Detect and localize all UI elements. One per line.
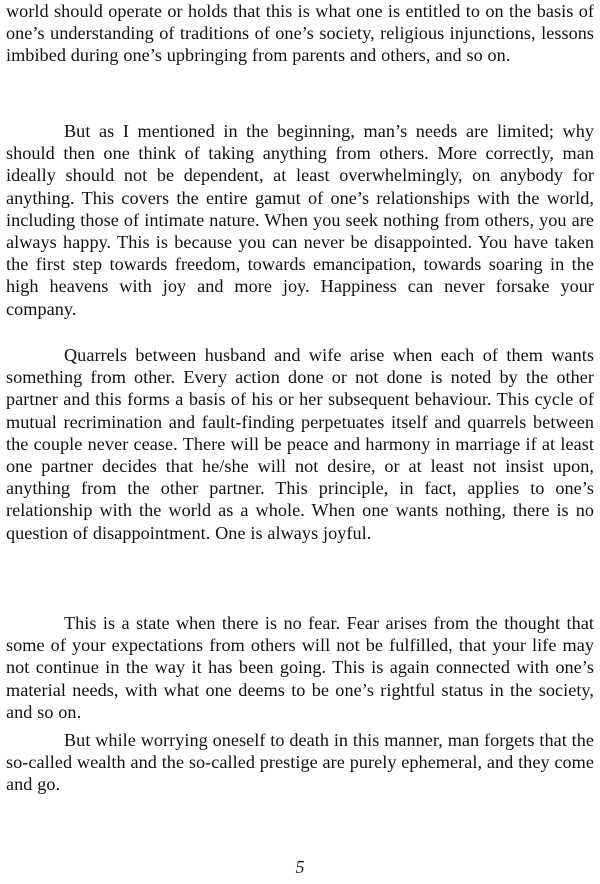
paragraph-no-fear: This is a state when there is no fear. Fear arises from the thought that some of your expectations from others will not be fulfilled, that your life may not continue in the way it has been going. This is again connected with one’s material needs, with what one deems to be one’s rightful status in the society, and so on.	[6, 613, 594, 722]
paragraph-needs-limited: But as I mentioned in the beginning, man’s needs are limited; why should then one think of taking anything from others. More correctly, man ideally should not be dependent, at least overwhelmingly, on anybody for anything. This covers the entire gamut of one’s relationships with the world, including those of intimate nature. When you seek nothing from others, you are always happy. This is because you can never be disappointed. You have taken the first step towards freedom, towards emancipation, towards soaring in the high heavens with joy and more joy. Happiness can never forsake your company.	[6, 121, 594, 319]
paragraph-quarrels: Quarrels between husband and wife arise when each of them wants something from other. Every action done or not done is noted by the other partner and this forms a basis of his or her subsequent behaviour. This cycle of mutual recrimination and fault-finding perpetuates itself and quarrels between the couple never cease. There will be peace and harmony in marriage if at least one partner decides that he/she will not desire, or at least not insist upon, anything from the other partner. This principle, in fact, applies to one’s relationship with the world as a whole. When one wants nothing, there is no question of disappointment. One is always joyful.	[6, 345, 594, 543]
paragraph-ephemeral: But while worrying oneself to death in this manner, man forgets that the so-called wealth and the so-called prestige are purely ephemeral, and they come and go.	[6, 730, 594, 795]
paragraph-continuation: world should operate or holds that this is what one is entitled to on the basis of one’s understanding of traditions of one’s society, religious injunctions, lessons imbibed during one’s upbringing from parents and others, and so on.	[6, 1, 594, 66]
page-number: 5	[295, 857, 305, 877]
